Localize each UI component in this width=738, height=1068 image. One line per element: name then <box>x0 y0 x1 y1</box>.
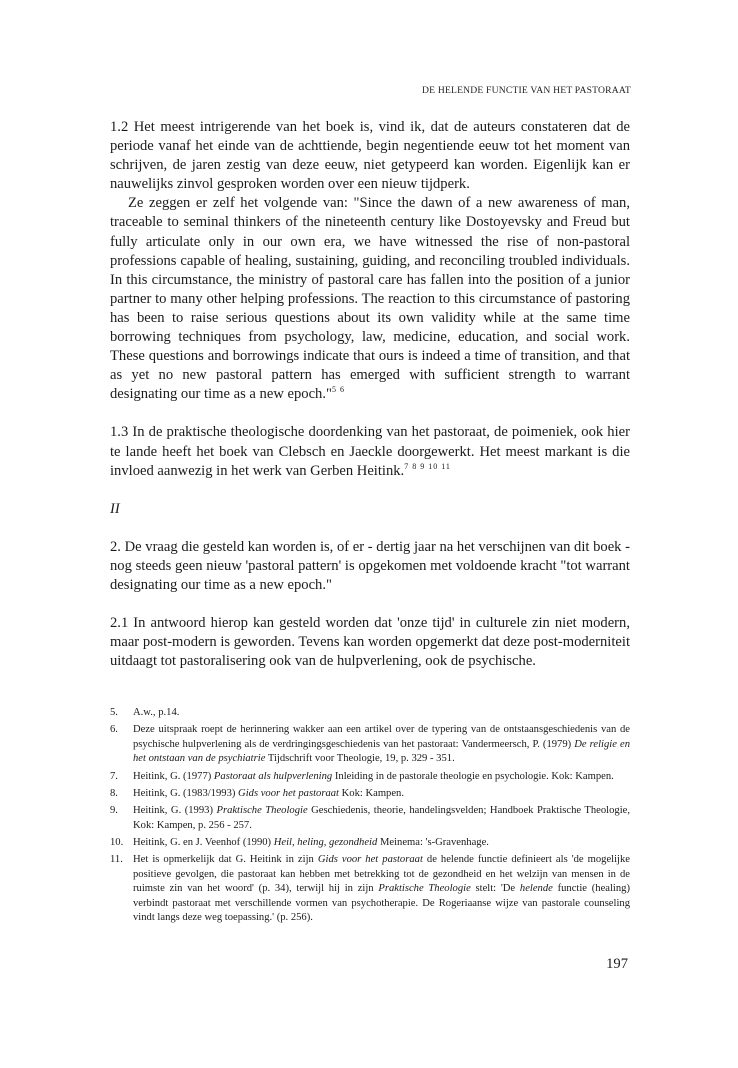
footnote-text <box>133 804 630 833</box>
footnote <box>110 706 630 721</box>
paragraph-2-1-text: 2.1 In antwoord hierop kan gesteld worden dat 'onze tijd' in culturele zin niet modern, maar post-modern is geworden. Tevens kan worden opgemerkt dat deze post-moderniteit uitdaagt tot pastoralisering ook van de hulpverlening, ook de psychische. <box>110 615 630 670</box>
footnote <box>110 836 630 851</box>
footnote-segment: Kok: Kampen. <box>338 787 405 799</box>
footnote-number: 10. <box>110 836 124 848</box>
footnote-emphasis: helende <box>519 883 553 895</box>
paragraph-1-2-text: 1.2 Het meest intrigerende van het boek is, vind ik, dat de auteurs constateren dat de periode vanaf het einde van de achttiende, begin negentiende eeuw tot het moment van schrijven, de jaren zestig van deze eeuw, niet getypeerd kan worden. Eigenlijk kan er nauwelijks zinvol gesproken worden over een nieuw tijdperk. <box>110 119 630 193</box>
paragraph-quote-text: Ze zeggen er zelf het volgende van: "Since the dawn of a new awareness of man, traceable to seminal thinkers of the nineteenth century like Dostoyevsky and Freud but fully articulate only in our own era, we have witnessed the rise of non-pastoral professions capable of healing, sustaining, guiding, and reconciling troubled individuals. In this circumstance, the ministry of pastoral care has fallen into the position of a junior partner to many other helping professions. The reaction to this circumstance of pastoring has been to raise serious questions about its own validity while at the same time borrowing techniques from psychology, law, medicine, education, and social work. These questions and borrowings indicate that ours is indeed a time of transition, and that as yet no new pastoral pattern has emerged with sufficient strength to warrant designating our time as a new epoch." <box>110 195 630 403</box>
footnote-segment: de helende functie definieert als 'de mogelijke positieve gevolgen, die pastoraat kan hebben met betrekking tot de gezondheid en het welzijn van mensen in de ruimste zin van het woord' (p. 34), terwijl hij in zijn <box>133 853 630 895</box>
footnote-title: Gids voor het pastoraat <box>238 787 339 799</box>
footnote-segment: Heitink, G. (1977) <box>133 770 214 782</box>
footnote-segment: Inleiding in de pastorale theologie en psychologie. Kok: Kampen. <box>332 770 614 782</box>
footnote-title: Praktische Theologie <box>378 883 471 895</box>
footnote-ref-7-11: 7 8 9 10 11 <box>404 461 451 471</box>
footnote-segment: Heitink, G. en J. Veenhof (1990) <box>133 836 274 848</box>
footnote-segment: Deze uitspraak roept de herinnering wakker aan een artikel over de typering van de ontstaansgeschiedenis van de psychische hulpverlening als de verdringingsgeschiedenis van het pastoraat: Vandermeersch, P. (1979) <box>133 724 630 750</box>
footnote-text <box>133 723 630 767</box>
footnote-segment: Tijdschrift voor Theologie, 19, p. 329 - 351. <box>265 753 455 765</box>
footnote-segment: stelt: 'De <box>470 883 520 895</box>
footnote-number: 9. <box>110 804 118 816</box>
paragraph-2-1 <box>110 614 630 671</box>
footnote-text <box>133 706 630 721</box>
footnote-title: De religie en het ontstaan van de psychiatrie <box>133 738 630 765</box>
footnote-title: Pastoraat als hulpverlening <box>213 770 333 782</box>
section-heading-ii: II <box>110 500 120 517</box>
footnote-segment: Heitink, G. (1983/1993) <box>133 787 239 799</box>
footnote-segment: functie (healing) verbindt pastoraat met verschillende vormen van psychotherapie. De Rogeriaanse wijze van pastorale counseling vindt langs deze weg toepassing.' (p. 256). <box>133 883 630 924</box>
footnote-number: 7. <box>110 770 118 782</box>
running-header: DE HELENDE FUNCTIE VAN HET PASTORAAT <box>422 85 631 96</box>
footnote-number: 5. <box>110 707 118 718</box>
footnote-ref-5-6: 5 6 <box>331 385 345 395</box>
footnote-title: Praktische Theologie <box>216 804 308 816</box>
footnote-number: 8. <box>110 787 118 799</box>
footnote-segment: Meinema: 's-Gravenhage. <box>377 836 489 848</box>
footnote <box>110 804 630 833</box>
paragraph-1-3-text: 1.3 In de praktische theologische doordenking van het pastoraat, de poimeniek, ook hier te lande heeft het boek van Clebsch en Jaeckle doorgewerkt. Het meest markant is die invloed aanwezig in het werk van Gerben Heitink. <box>110 424 630 479</box>
footnote <box>110 770 630 785</box>
paragraph-1-2 <box>110 118 630 194</box>
footnote-number: 6. <box>110 724 118 736</box>
footnote-number: 11. <box>110 853 123 865</box>
footnote <box>110 787 630 802</box>
footnote <box>110 853 630 926</box>
paragraph-1-3 <box>110 423 630 480</box>
footnote-text <box>133 770 630 785</box>
footnote-segment: A.w., p.14. <box>133 707 180 718</box>
footnote-segment: Het is opmerkelijk dat G. Heitink in zijn <box>133 853 318 865</box>
main-text <box>110 118 630 671</box>
paragraph-2-text: 2. De vraag die gesteld kan worden is, of er - dertig jaar na het verschijnen van dit boek - nog steeds geen nieuw 'pastoral pattern' is opgekomen met voldoende kracht "tot warrant designating our time as a new epoch." <box>110 538 630 593</box>
footnotes <box>110 706 630 928</box>
footnote-title: Gids voor het pastoraat <box>317 853 423 865</box>
page-number: 197 <box>606 956 628 972</box>
footnote-title: Heil, heling, gezondheid <box>273 836 378 848</box>
footnote-text <box>133 787 630 802</box>
footnote-text <box>133 836 630 851</box>
footnote-text <box>133 853 630 926</box>
paragraph-2 <box>110 538 630 595</box>
footnote-segment: Geschiedenis, theorie, handelingsvelden; Handboek Praktische Theologie, Kok: Kampen, p. 256 - 257. <box>133 804 630 831</box>
paragraph-quote <box>110 194 630 404</box>
footnote-segment: Heitink, G. (1993) <box>133 804 217 816</box>
footnote <box>110 723 630 767</box>
